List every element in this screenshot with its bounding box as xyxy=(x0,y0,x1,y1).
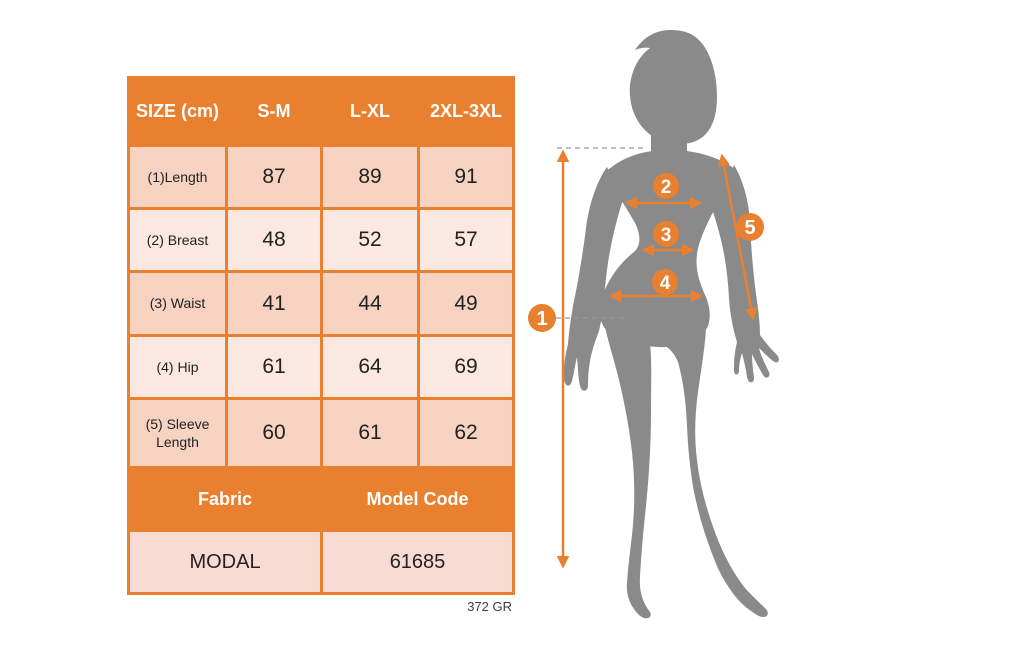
waist-value-s-m: 41 xyxy=(227,272,322,336)
sleeve-value-2xl-3xl: 62 xyxy=(419,399,514,468)
table-row-length xyxy=(129,146,514,209)
weight-note: 372 GR xyxy=(467,599,512,614)
marker-4-number: 4 xyxy=(659,273,671,294)
waist-value-l-xl: 44 xyxy=(322,272,419,336)
breast-value-l-xl: 52 xyxy=(322,209,419,272)
row-label-waist: (3) Waist xyxy=(129,272,227,336)
size-cm-header: SIZE (cm) xyxy=(129,78,227,146)
row-label-breast: (2) Breast xyxy=(129,209,227,272)
breast-value-s-m: 48 xyxy=(227,209,322,272)
size-table xyxy=(127,76,515,595)
size-table-header-row xyxy=(129,78,514,146)
model-code-value: 61685 xyxy=(322,531,514,594)
hip-value-s-m: 61 xyxy=(227,336,322,399)
female-body-silhouette xyxy=(564,30,779,618)
marker-1-number: 1 xyxy=(536,308,548,330)
row-label-length: (1)Length xyxy=(129,146,227,209)
col-header-l-xl: L-XL xyxy=(322,78,419,146)
model-code-header: Model Code xyxy=(322,468,514,531)
measurement-figure xyxy=(525,20,800,640)
sleeve-value-s-m: 60 xyxy=(227,399,322,468)
table-row-hip xyxy=(129,336,514,399)
row-label-hip: (4) Hip xyxy=(129,336,227,399)
col-header-2xl-3xl: 2XL-3XL xyxy=(419,78,514,146)
breast-value-2xl-3xl: 57 xyxy=(419,209,514,272)
marker-5-number: 5 xyxy=(744,217,756,239)
marker-2-number: 2 xyxy=(660,177,672,198)
silhouette-left-leg xyxy=(604,322,651,618)
length-value-s-m: 87 xyxy=(227,146,322,209)
table-row-sleeve-length xyxy=(129,399,514,468)
length-value-2xl-3xl: 91 xyxy=(419,146,514,209)
table-row-waist xyxy=(129,272,514,336)
fabric-header: Fabric xyxy=(129,468,322,531)
table-row-breast xyxy=(129,209,514,272)
row-label-sleeve-length: (5) Sleeve Length xyxy=(129,399,227,468)
table-footer-header-row xyxy=(129,468,514,531)
col-header-s-m: S-M xyxy=(227,78,322,146)
marker-3-number: 3 xyxy=(660,225,672,246)
sleeve-value-l-xl: 61 xyxy=(322,399,419,468)
hip-value-2xl-3xl: 69 xyxy=(419,336,514,399)
fabric-value: MODAL xyxy=(129,531,322,594)
length-value-l-xl: 89 xyxy=(322,146,419,209)
waist-value-2xl-3xl: 49 xyxy=(419,272,514,336)
table-footer-value-row xyxy=(129,531,514,594)
hip-value-l-xl: 64 xyxy=(322,336,419,399)
